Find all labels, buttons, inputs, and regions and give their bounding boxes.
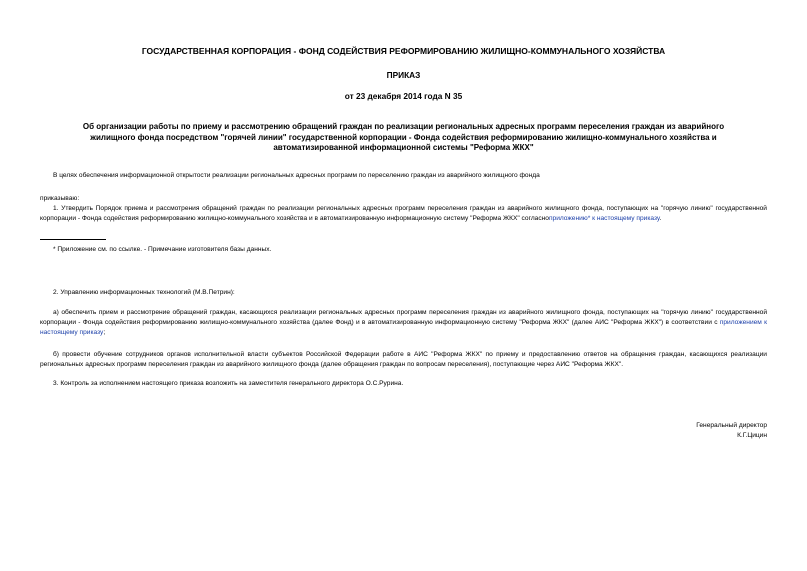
paragraph-3: 3. Контроль за исполнением настоящего приказа возложить на заместителя генерального директора О.С.Рурина. <box>53 380 404 387</box>
paragraph-1-end: . <box>659 215 662 222</box>
footnote-divider <box>40 239 106 240</box>
signature-position: Генеральный директор <box>696 422 767 429</box>
paragraph-2a <box>40 308 767 338</box>
organization-heading: ГОСУДАРСТВЕННАЯ КОРПОРАЦИЯ - ФОНД СОДЕЙСТВИЯ РЕФОРМИРОВАНИЮ ЖИЛИЩНО-КОММУНАЛЬНОГО ХОЗЯЙСТВА <box>141 46 666 56</box>
appendix-link-2[interactable]: приложением к настоящему приказу <box>40 319 768 336</box>
title-line-3: автоматизированной информационной системы "Реформа ЖКХ" <box>273 143 534 152</box>
paragraph-2b: б) провести обучение сотрудников органов исполнительной власти субъектов Российской Федерации работе в АИС "Реформа ЖКХ" по приему и предоставлению ответов на обращения граждан, касающихся реализации региональных адресных программ переселения граждан из аварийного жилищного фонда (далее обращения граждан по вопросам переселения), поступающие через АИС "Реформа ЖКХ". <box>40 351 767 368</box>
doc-type-heading: ПРИКАЗ <box>386 70 421 80</box>
title-line-2: жилищного фонда посредством "горячей линии" государственной корпорации - Фонда содействия реформированию жилищно-коммунального хозяйства и <box>90 132 717 142</box>
paragraph-2a-text: а) обеспечить прием и рассмотрение обращений граждан, касающихся реализации региональных адресных программ переселения граждан из аварийного жилищного фонда, поступающих на "горячую линию" государственной корпорации - Фонда содействия реформированию жилищно-коммунального хозяйства (далее Фонд) и в автоматизированную информационную систему "Реформа ЖКХ" (далее АИС "Реформа ЖКХ") в соответствии с <box>40 309 767 326</box>
preamble: В целях обеспечения информационной открытости реализации региональных адресных программ по переселению граждан из аварийного жилищного фонда <box>53 172 540 179</box>
doc-date-number: от 23 декабря 2014 года N 35 <box>344 91 463 101</box>
order-word: приказываю: <box>40 195 80 202</box>
signature-name: К.Г.Цицин <box>737 432 767 439</box>
paragraph-2a-end: ; <box>103 329 106 336</box>
paragraph-2: 2. Управлению информационных технологий (М.В.Петрин): <box>53 289 235 296</box>
appendix-link-1[interactable]: приложению* к настоящему приказу <box>548 215 660 222</box>
title-line-1: Об организации работы по приему и рассмотрению обращений граждан по реализации региональных адресных программ переселения граждан из аварийного <box>82 122 725 131</box>
footnote: * Приложение см. по ссылке. - Примечание изготовителя базы данных. <box>53 246 272 253</box>
paragraph-1 <box>40 204 767 224</box>
paragraph-1-text: 1. Утвердить Порядок приема и рассмотрения обращений граждан по реализации региональных адресных программ переселения граждан из аварийного жилищного фонда, поступающих на "горячую линию" государственной корпорации - Фонда содействия реформированию жилищно-коммунального хозяйства и в автоматизированную информационную систему "Реформа ЖКХ" согласно <box>40 205 767 222</box>
